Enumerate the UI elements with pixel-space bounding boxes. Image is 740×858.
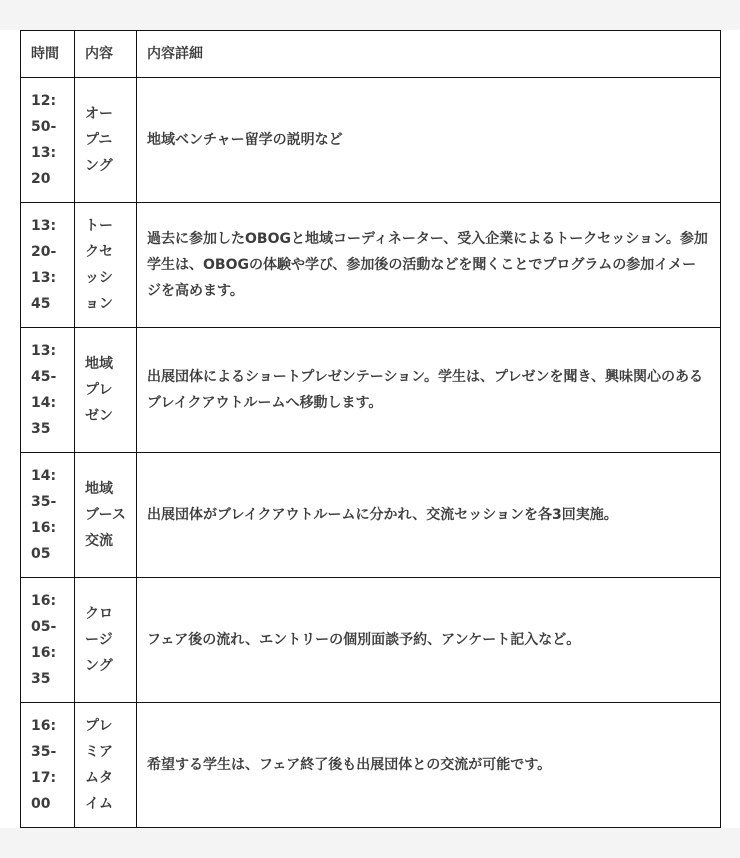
row-content: トークセッション	[75, 203, 137, 328]
table-row	[21, 703, 721, 828]
row-time: 13:45-14:35	[21, 328, 75, 453]
table-row	[21, 453, 721, 578]
row-time: 16:05-16:35	[21, 578, 75, 703]
row-details: 地域ベンチャー留学の説明など	[137, 78, 721, 203]
row-time: 16:35-17:00	[21, 703, 75, 828]
row-details: フェア後の流れ、エントリーの個別面談予約、アンケート記入など。	[137, 578, 721, 703]
row-details: 出展団体がブレイクアウトルームに分かれ、交流セッションを各3回実施。	[137, 453, 721, 578]
table-row	[21, 578, 721, 703]
table-row	[21, 203, 721, 328]
row-details: 過去に参加したOBOGと地域コーディネーター、受入企業によるトークセッション。参加学生は、OBOGの体験や学び、参加後の活動などを聞くことでプログラムの参加イメージを高めます。	[137, 203, 721, 328]
table-row	[21, 78, 721, 203]
row-content: オープニング	[75, 78, 137, 203]
table-header-row	[21, 31, 721, 78]
row-details: 希望する学生は、フェア終了後も出展団体との交流が可能です。	[137, 703, 721, 828]
row-time: 13:20-13:45	[21, 203, 75, 328]
header-content: 内容	[75, 31, 137, 78]
page-content	[0, 30, 740, 828]
header-details: 内容詳細	[137, 31, 721, 78]
row-details: 出展団体によるショートプレゼンテーション。学生は、プレゼンを聞き、興味関心のあるブレイクアウトルームへ移動します。	[137, 328, 721, 453]
table-row	[21, 328, 721, 453]
row-content: クロージング	[75, 578, 137, 703]
row-time: 12:50-13:20	[21, 78, 75, 203]
schedule-table	[20, 30, 721, 828]
row-content: 地域ブース交流	[75, 453, 137, 578]
row-content: プレミアムタイム	[75, 703, 137, 828]
row-content: 地域プレゼン	[75, 328, 137, 453]
row-time: 14:35-16:05	[21, 453, 75, 578]
header-time: 時間	[21, 31, 75, 78]
